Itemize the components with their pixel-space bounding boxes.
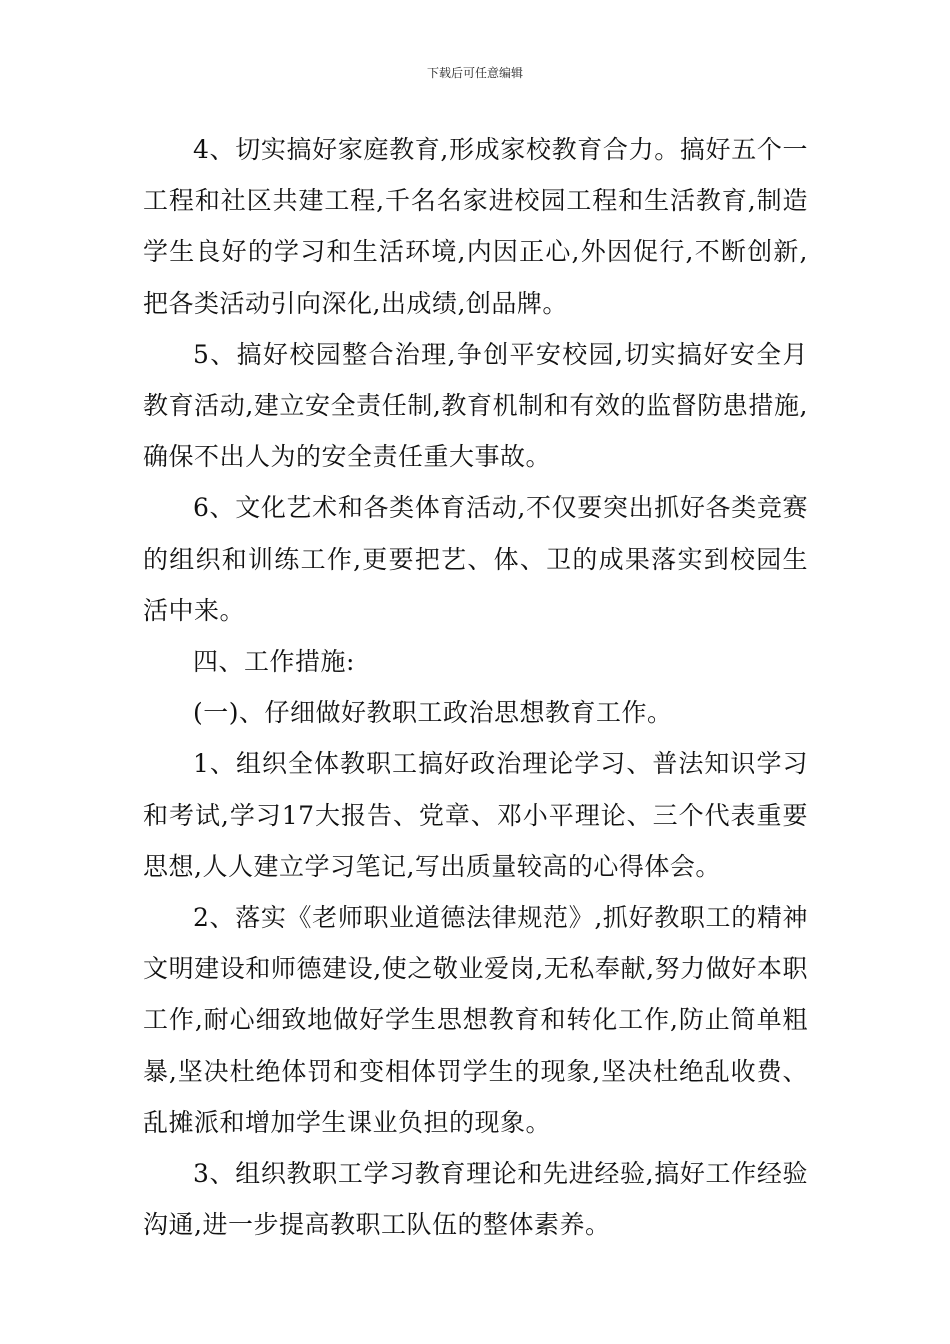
paragraph-measure-2: 2、落实《老师职业道德法律规范》,抓好教职工的精神文明建设和师德建设,使之敬业爱岗,无私奉献,努力做好本职工作,耐心细致地做好学生思想教育和转化工作,防止简单粗暴,坚决杜绝体罚和变相体罚学生的现象,坚决杜绝乱收费、乱摊派和增加学生课业负担的现象。 <box>143 903 808 1137</box>
section-heading-measures: 四、工作措施: <box>193 647 355 677</box>
document-body <box>143 124 808 1250</box>
paragraph-measure-1: 1、组织全体教职工搞好政治理论学习、普法知识学习和考试,学习17大报告、党章、邓小平理论、三个代表重要思想,人人建立学习笔记,写出质量较高的心得体会。 <box>143 749 808 881</box>
header-note: 下载后可任意编辑 <box>426 66 523 80</box>
paragraph-item-6: 6、文化艺术和各类体育活动,不仅要突出抓好各类竞赛的组织和训练工作,更要把艺、体、卫的成果落实到校园生活中来。 <box>143 493 808 625</box>
paragraph-item-4: 4、切实搞好家庭教育,形成家校教育合力。搞好五个一工程和社区共建工程,千名名家进校园工程和生活教育,制造学生良好的学习和生活环境,内因正心,外因促行,不断创新,把各类活动引向深化,出成绩,创品牌。 <box>143 135 808 318</box>
paragraph-item-5: 5、搞好校园整合治理,争创平安校园,切实搞好安全月教育活动,建立安全责任制,教育机制和有效的监督防患措施,确保不出人为的安全责任重大事故。 <box>143 339 808 472</box>
paragraph-measure-3: 3、组织教职工学习教育理论和先进经验,搞好工作经验沟通,进一步提高教职工队伍的整体素养。 <box>143 1159 808 1240</box>
subsection-heading-1: (一)、仔细做好教职工政治思想教育工作。 <box>193 698 673 728</box>
